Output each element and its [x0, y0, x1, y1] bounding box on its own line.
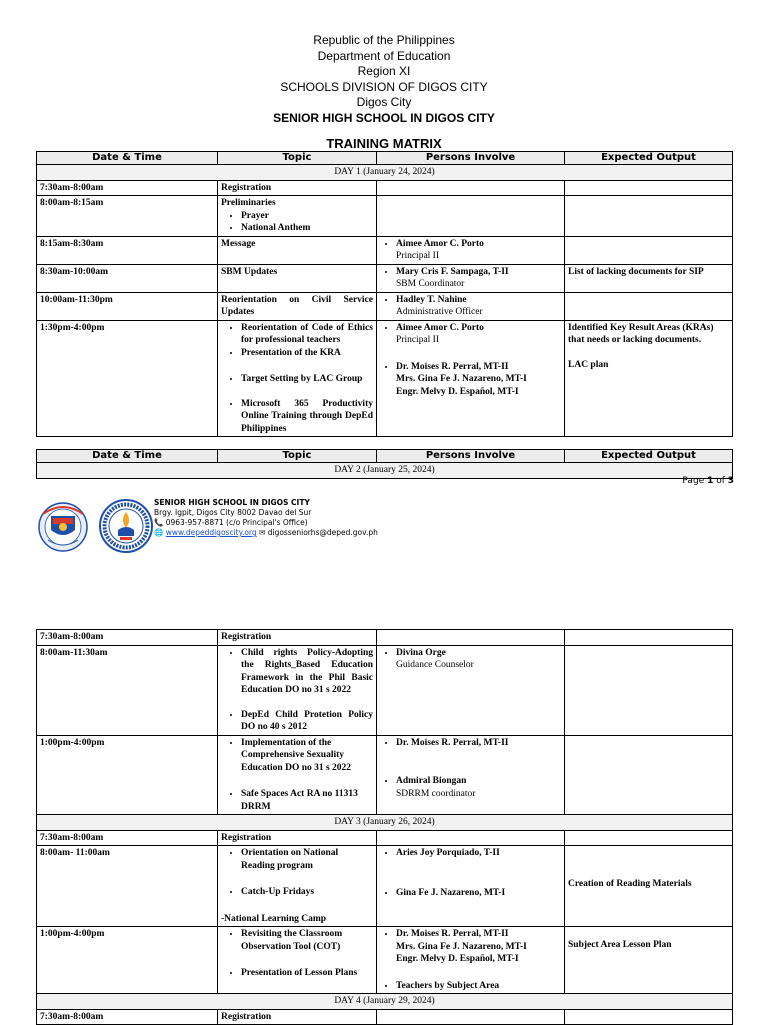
col-header-output: Expected Output [565, 450, 733, 463]
persons-cell [377, 927, 565, 994]
topic-cell: Registration [218, 1009, 377, 1025]
time-cell: 8:15am-8:30am [37, 236, 218, 264]
person-role: Principal II [396, 251, 440, 261]
col-header-output: Expected Output [565, 152, 733, 165]
persons-cell [377, 236, 565, 264]
person-role: Guidance Counselor [396, 660, 474, 670]
table-row [37, 927, 733, 994]
list-item: • Safe Spaces Act RA no 11313 DRRM [241, 788, 373, 813]
footer-phone: 0963-957-8871 (c/o Principal's Office) [165, 518, 308, 527]
persons-cell [377, 630, 565, 646]
topic-heading: Preliminaries [221, 198, 276, 208]
list-item [396, 361, 561, 399]
output-cell [565, 830, 733, 846]
list-item: • Gina Fe J. Nazareno, MT-I [396, 887, 561, 900]
footer-email: digosseniorhs@deped.gov.ph [267, 528, 378, 537]
list-item: • Aries Joy Porquiado, T-II [396, 847, 561, 860]
topic-cell [218, 645, 377, 735]
training-matrix-table-day2-header [36, 449, 733, 479]
time-cell: 1:00pm-4:00pm [37, 735, 218, 815]
output-text: Creation of Reading Materials [568, 878, 692, 889]
output-cell [565, 846, 733, 927]
time-cell: 8:00am- 11:00am [37, 846, 218, 927]
topic-cell [218, 927, 377, 994]
table-row [37, 196, 733, 237]
page-current: 1 [707, 476, 714, 486]
day-label: DAY 4 (January 29, 2024) [37, 994, 733, 1010]
list-item [396, 238, 561, 263]
person-name: Divina Orge [396, 647, 446, 658]
output-cell [565, 236, 733, 264]
time-cell: 7:30am-8:00am [37, 180, 218, 196]
topic-cell: Registration [218, 630, 377, 646]
list-item: • Presentation of Lesson Plans [241, 967, 373, 980]
topic-cell [218, 846, 377, 927]
list-item: • Prayer [241, 210, 373, 223]
topic-cell: Registration [218, 830, 377, 846]
person-name: Aimee Amor C. Porto [396, 322, 484, 333]
output-cell [565, 927, 733, 994]
list-item: • Microsoft 365 Productivity Online Training through DepEd Philippines [241, 398, 373, 436]
globe-icon: 🌐 [154, 528, 164, 537]
footer-contact [154, 498, 378, 538]
header-line-3: Region XI [357, 64, 411, 78]
page-prefix: Page [682, 476, 708, 486]
training-matrix-table-day1 [36, 151, 733, 437]
list-item: • Teachers by Subject Area [396, 980, 561, 993]
col-header-persons: Persons Involve [377, 152, 565, 165]
table-row [37, 320, 733, 437]
document-header [0, 33, 768, 126]
footer-phone-line [154, 518, 378, 528]
persons-cell [377, 735, 565, 815]
person-role: Principal II [396, 335, 440, 345]
output-cell [565, 320, 733, 437]
topic-cell [218, 196, 377, 237]
time-cell: 1:00pm-4:00pm [37, 927, 218, 994]
page-footer [34, 498, 734, 558]
list-item [396, 647, 561, 672]
table-row [37, 236, 733, 264]
list-item: • Reorientation of Code of Ethics for professional teachers [241, 322, 373, 347]
topic-cell [218, 320, 377, 437]
topic-cell [218, 735, 377, 815]
list-item: • Implementation of the Comprehensive Sexuality Education DO no 31 s 2022 [241, 737, 373, 775]
topic-cell: Reorientation on Civil Service Updates [218, 292, 377, 320]
page-total: 3 [727, 476, 734, 486]
table-row [37, 846, 733, 927]
time-cell: 7:30am-8:00am [37, 830, 218, 846]
person-name: Mrs. Gina Fe J. Nazareno, MT-I [396, 941, 527, 952]
person-name: Hadley T. Nahine [396, 294, 467, 305]
table-row [37, 830, 733, 846]
persons-cell [377, 196, 565, 237]
time-cell: 7:30am-8:00am [37, 1009, 218, 1025]
col-header-topic: Topic [218, 152, 377, 165]
header-line-1: Republic of the Philippines [313, 33, 455, 47]
day-label: DAY 2 (January 25, 2024) [37, 463, 733, 479]
school-name: SENIOR HIGH SCHOOL IN DIGOS CITY [273, 110, 495, 125]
list-item [396, 266, 561, 291]
person-role: SDRRM coordinator [396, 788, 476, 799]
col-header-date-time: Date & Time [37, 450, 218, 463]
persons-cell [377, 180, 565, 196]
persons-cell [377, 846, 565, 927]
person-name: Engr. Melvy D. Español, MT-I [396, 386, 519, 397]
header-line-2: Department of Education [317, 48, 451, 63]
list-item: • Target Setting by LAC Group [241, 373, 373, 386]
person-name: Dr. Moises R. Perral, MT-II [396, 929, 509, 939]
output-cell [565, 645, 733, 735]
person-role: SBM Coordinator [396, 279, 465, 289]
header-line-5: Digos City [356, 95, 412, 109]
topic-cell: SBM Updates [218, 264, 377, 292]
persons-cell [377, 320, 565, 437]
topic-cell: Message [218, 236, 377, 264]
list-item: • Dr. Moises R. Perral, MT-II [396, 737, 561, 750]
person-name: Engr. Melvy D. Español, MT-I [396, 954, 519, 964]
person-name: Mrs. Gina Fe J. Nazareno, MT-I [396, 374, 527, 384]
time-cell: 8:30am-10:00am [37, 264, 218, 292]
output-cell [565, 735, 733, 815]
page-number [682, 476, 734, 486]
page-of: of [713, 476, 728, 486]
time-cell: 8:00am-8:15am [37, 196, 218, 237]
output-cell [565, 292, 733, 320]
day-label: DAY 3 (January 26, 2024) [37, 815, 733, 831]
person-name: Aimee Amor C. Porto [396, 238, 484, 249]
output-cell [565, 1009, 733, 1025]
topic-cell: Registration [218, 180, 377, 196]
person-name: Mary Cris F. Sampaga, T-II [396, 266, 509, 277]
footer-web-line [154, 528, 378, 538]
output-cell [565, 196, 733, 237]
output-text: LAC plan [568, 359, 609, 370]
list-item: • DepEd Child Protetion Policy DO no 40 s 2012 [241, 709, 373, 734]
footer-address: Brgy. Igpit, Digos City 8002 Davao del Sur [154, 508, 312, 517]
table-row [37, 180, 733, 196]
envelope-icon: ✉ [259, 528, 266, 537]
training-matrix-table-day2-4 [36, 629, 733, 1025]
output-cell [565, 180, 733, 196]
topic-note: -National Learning Camp [221, 913, 327, 924]
footer-website-link[interactable]: www.depeddigoscity.org [165, 528, 257, 537]
table-header-row [37, 450, 733, 463]
phone-icon: 📞 [154, 518, 164, 527]
persons-cell [377, 645, 565, 735]
table-row [37, 630, 733, 646]
output-cell: List of lacking documents for SIP [565, 264, 733, 292]
table-row [37, 264, 733, 292]
matrix-title: TRAINING MATRIX [326, 136, 442, 151]
person-name: Admiral Biongan [396, 776, 467, 786]
day-label: DAY 1 (January 24, 2024) [37, 165, 733, 181]
persons-cell [377, 1009, 565, 1025]
persons-cell [377, 830, 565, 846]
time-cell: 10:00am-11:30pm [37, 292, 218, 320]
output-text: Identified Key Result Areas (KRAs) that needs or lacking documents. [568, 322, 714, 345]
col-header-topic: Topic [218, 450, 377, 463]
list-item [396, 775, 561, 800]
table-row [37, 292, 733, 320]
list-item [396, 928, 561, 966]
persons-cell [377, 292, 565, 320]
table-row [37, 735, 733, 815]
footer-school-name: SENIOR HIGH SCHOOL IN DIGOS CITY [154, 498, 310, 507]
time-cell: 1:30pm-4:00pm [37, 320, 218, 437]
school-seal-logo [98, 498, 154, 554]
person-name: Dr. Moises R. Perral, MT-II [396, 361, 509, 372]
time-cell: 7:30am-8:00am [37, 630, 218, 646]
table-header-row [37, 152, 733, 165]
list-item: • National Anthem [241, 222, 373, 235]
table-row [37, 645, 733, 735]
header-line-4: SCHOOLS DIVISION OF DIGOS CITY [280, 79, 488, 94]
col-header-persons: Persons Involve [377, 450, 565, 463]
output-text: Subject Area Lesson Plan [568, 940, 672, 950]
output-cell [565, 630, 733, 646]
table-row [37, 1009, 733, 1025]
list-item [396, 322, 561, 347]
list-item: • Revisiting the Classroom Observation Tool (COT) [241, 928, 373, 953]
list-item: • Presentation of the KRA [241, 347, 373, 360]
time-cell: 8:00am-11:30am [37, 645, 218, 735]
list-item: • Catch-Up Fridays [241, 886, 373, 899]
division-seal-logo [34, 500, 92, 552]
persons-cell [377, 264, 565, 292]
list-item: • Orientation on National Reading program [241, 847, 373, 872]
list-item: • Child rights Policy-Adopting the Rights_Based Education Framework in the Phil Basic Education DO no 31 s 2022 [241, 647, 373, 697]
col-header-date-time: Date & Time [37, 152, 218, 165]
list-item [396, 294, 561, 319]
person-role: Administrative Officer [396, 307, 483, 317]
